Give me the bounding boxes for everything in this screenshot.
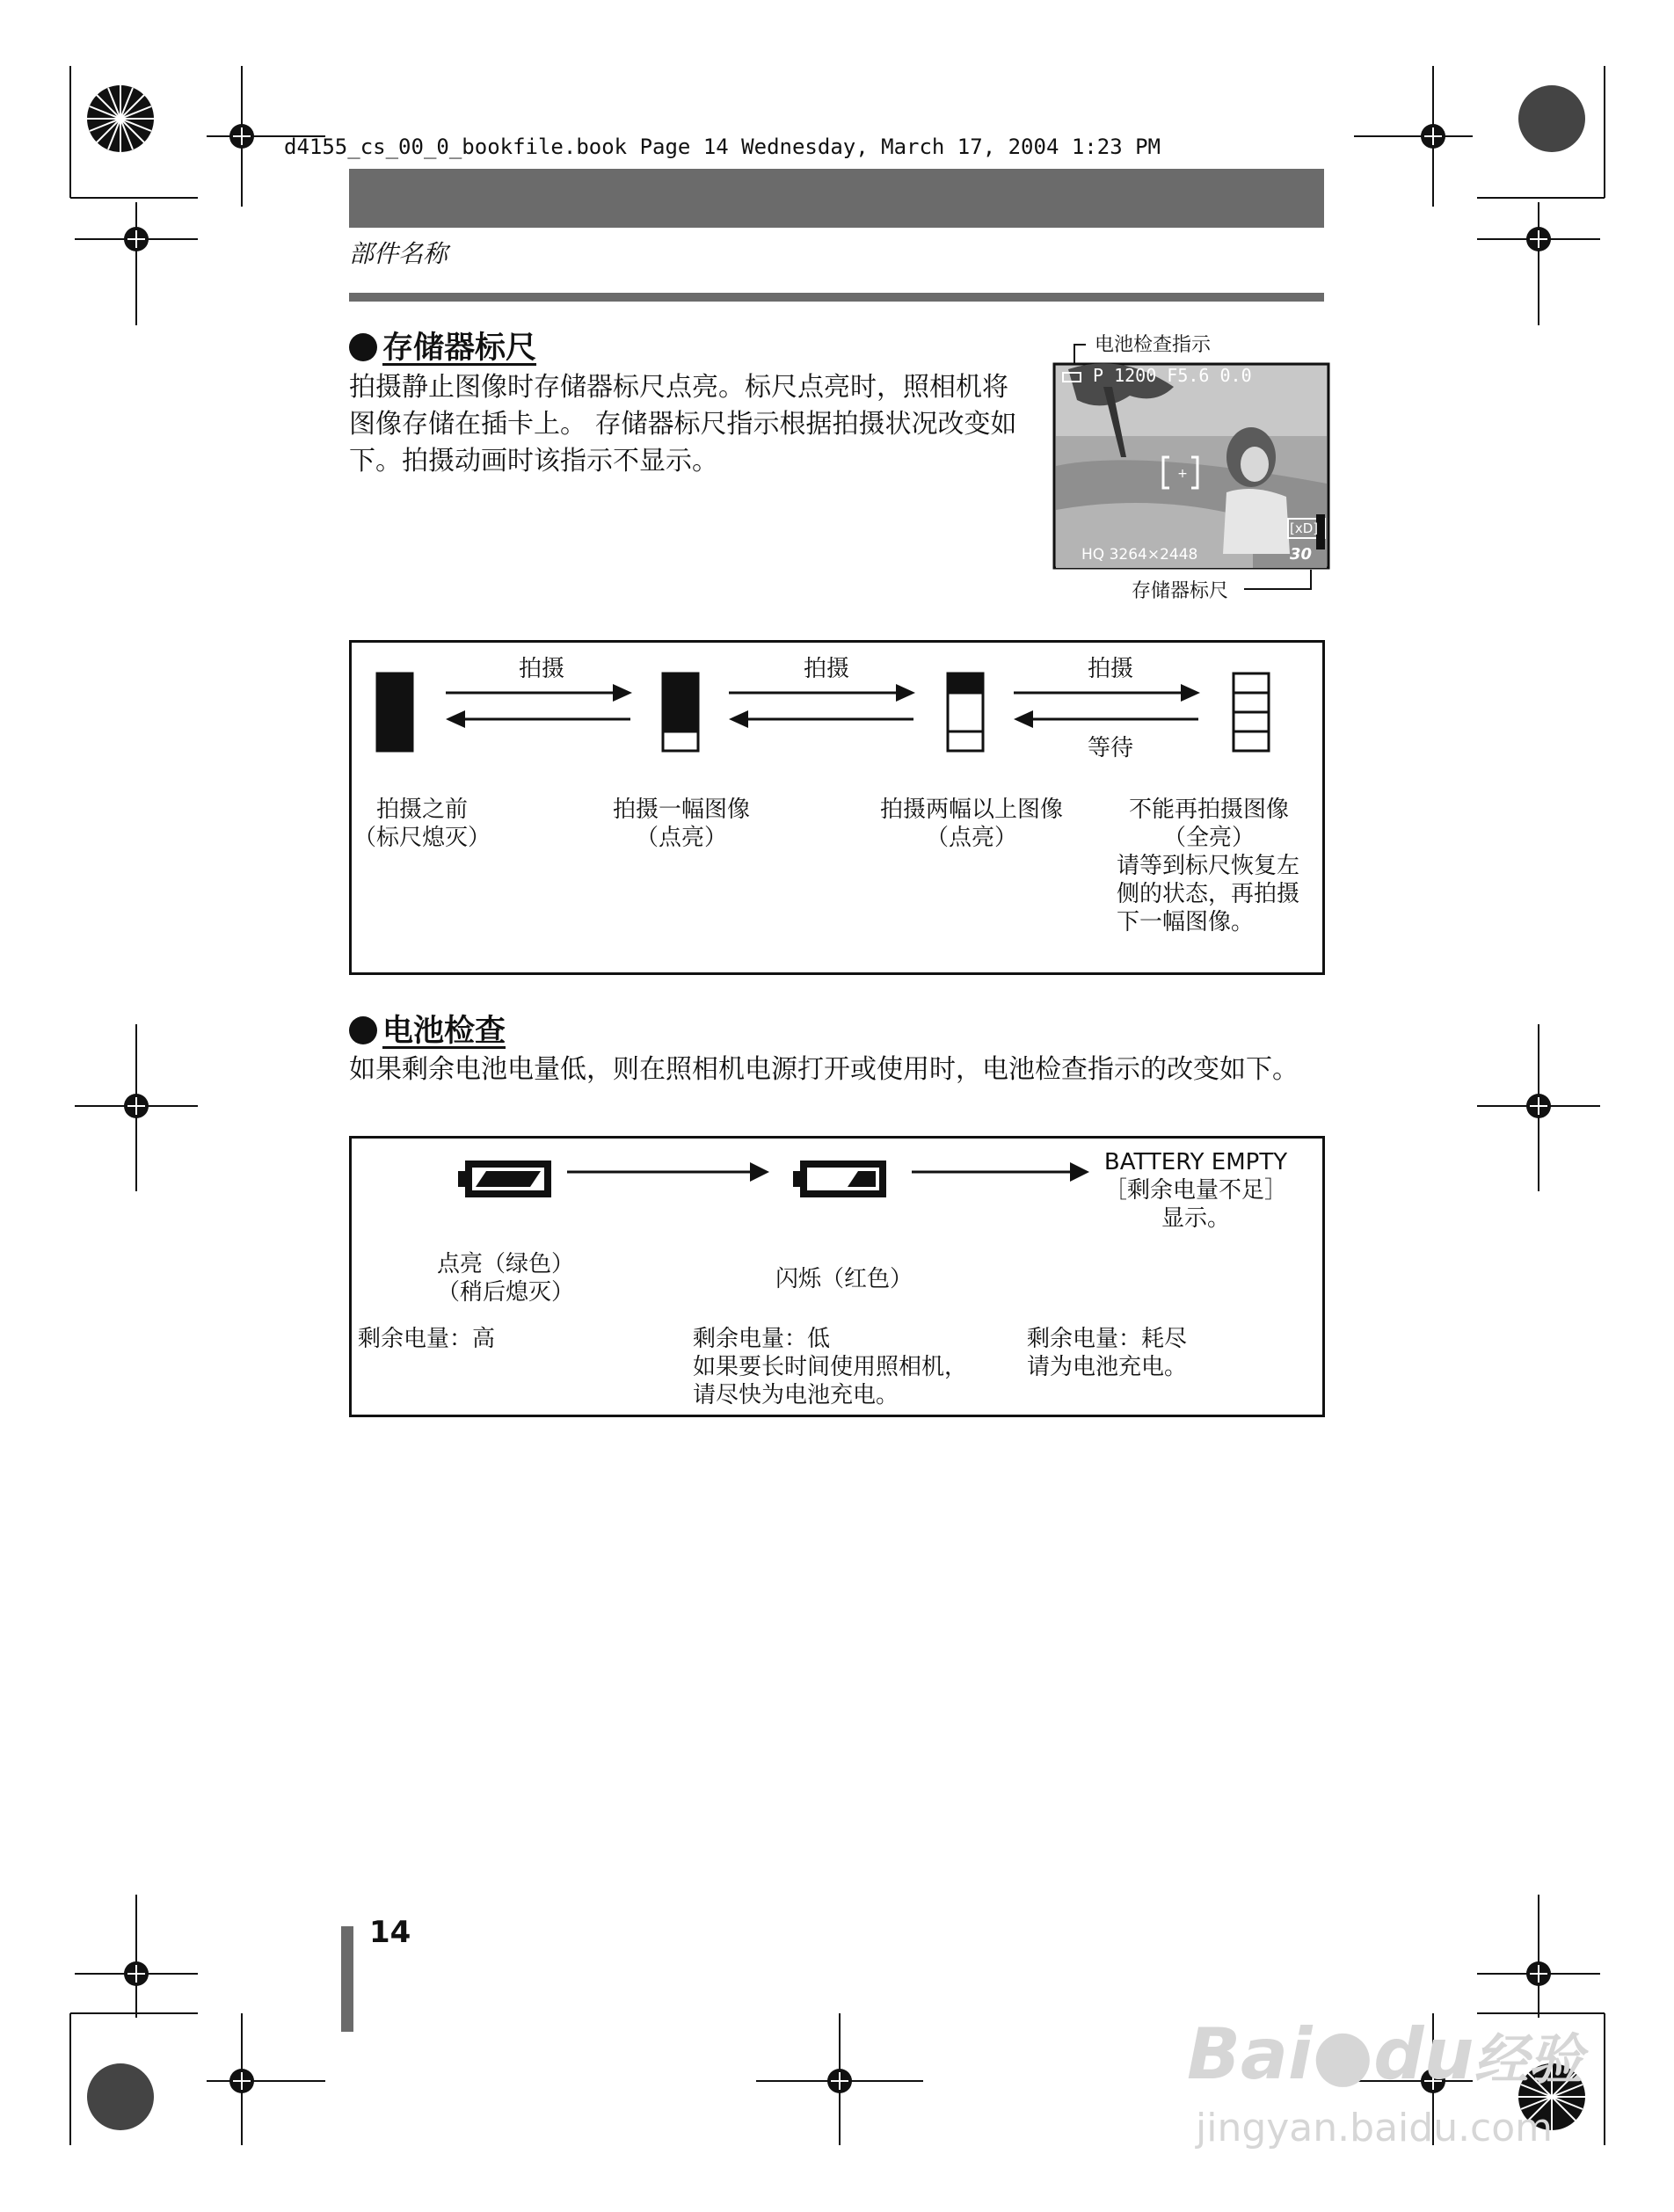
memory-gauge-callout: 存储器标尺 [1132, 580, 1229, 602]
state-full-note-line2: 侧的状态，再拍摄 [1117, 881, 1300, 907]
battery-level-low-line3: 请尽快为电池充电。 [693, 1382, 899, 1408]
memory-gauge-paragraph: 拍摄静止图像时存储器标尺点亮。标尺点亮时，照相机将图像存储在插卡上。 存储器标尺指示根据拍摄状况改变如下。拍摄动画时该指示不显示。 [349, 372, 1017, 477]
battery-state2-caption: 闪烁（红色） [775, 1266, 913, 1292]
battery-check-paragraph: 如果剩余电池电量低，则在照相机电源打开或使用时，电池检查指示的改变如下。 [349, 1054, 1299, 1085]
gauge-state-two [948, 673, 983, 751]
state-two-line1: 拍摄两幅以上图像 [879, 797, 1063, 823]
battery-empty-shown: 显示。 [1161, 1205, 1230, 1232]
state-full-note-line3: 下一幅图像。 [1117, 909, 1255, 935]
state-one-caption [567, 796, 796, 852]
state-full-note-line1: 请等到标尺恢复左 [1117, 853, 1300, 879]
book-header-info: d4155_cs_00_0_bookfile.book Page 14 Wednesday, March 17, 2004 1:23 PM [284, 135, 1161, 159]
watermark-cn: 经验 [1474, 2027, 1583, 2092]
state-full-note [1117, 852, 1299, 936]
state-before-line2: （标尺熄灭） [353, 825, 491, 851]
arrow-label-1: 拍摄 [518, 656, 564, 682]
arrow-label-2: 拍摄 [803, 656, 849, 682]
arrow-label-3: 拍摄 [1087, 656, 1133, 682]
state-before-line1: 拍摄之前 [375, 797, 468, 823]
state-two-caption [844, 796, 1099, 852]
state-before-caption [317, 796, 528, 852]
battery-state1-caption [404, 1250, 607, 1306]
lcd-quality-info: HQ 3264×2448 [1081, 546, 1198, 564]
state-full-line1: 不能再拍摄图像 [1128, 797, 1289, 823]
battery-level-empty-line1: 剩余电量：耗尽 [1027, 1326, 1188, 1352]
bullet-icon [349, 1016, 377, 1044]
state-full-line2: （全亮） [1162, 825, 1255, 851]
battery-check-callout: 电池检查指示 [1095, 334, 1212, 356]
svg-text:+: + [1177, 467, 1188, 481]
watermark-brand [1187, 2013, 1583, 2095]
watermark-brand-du: du [1373, 2013, 1474, 2095]
battery-empty-title: BATTERY EMPTY [1103, 1149, 1288, 1175]
gauge-state-off [377, 673, 412, 751]
battery-empty-message [1090, 1148, 1301, 1233]
lcd-top-info: P 1200 F5.6 0.0 [1093, 365, 1252, 386]
camera-lcd-illustration [1051, 334, 1332, 611]
battery-state1-line1: 点亮（绿色） [436, 1251, 574, 1277]
watermark-brand-bai: Bai [1187, 2013, 1313, 2095]
page-number-bar [341, 1926, 353, 2032]
page-number: 14 [369, 1915, 411, 1950]
battery-check-heading-text: 电池检查 [382, 1014, 506, 1049]
state-two-line2: （点亮） [925, 825, 1017, 851]
battery-level-low [693, 1325, 967, 1409]
section-divider [349, 293, 1324, 302]
state-one-line2: （点亮） [635, 825, 727, 851]
battery-level-empty [1027, 1325, 1187, 1381]
watermark-url: jingyan.baidu.com [1196, 2106, 1554, 2150]
section-banner [349, 169, 1324, 228]
battery-state1-line2: （稍后熄灭） [436, 1279, 574, 1306]
state-full-caption [1103, 796, 1314, 852]
lcd-shot-count: 30 [1290, 545, 1313, 564]
gauge-state-full [1234, 673, 1269, 751]
wait-label: 等待 [1087, 735, 1133, 761]
battery-full-icon [458, 1161, 551, 1197]
battery-level-low-line2: 如果要长时间使用照相机， [693, 1354, 968, 1380]
lcd-card-icon: [xD] [1290, 520, 1319, 536]
gauge-state-one [663, 673, 698, 751]
battery-low-icon [793, 1161, 886, 1197]
bullet-icon [349, 333, 377, 361]
battery-level-high: 剩余电量：高 [358, 1326, 496, 1352]
battery-empty-sub: ［剩余电量不足］ [1103, 1177, 1287, 1204]
memory-gauge-heading-text: 存储器标尺 [382, 331, 537, 366]
battery-level-empty-line2: 请为电池充电。 [1027, 1354, 1188, 1380]
section-title: 部件名称 [349, 239, 448, 268]
battery-check-heading [349, 1007, 506, 1051]
memory-gauge-heading [349, 324, 536, 367]
paw-icon: ● [1312, 2013, 1374, 2095]
battery-level-low-line1: 剩余电量：低 [693, 1326, 831, 1352]
state-one-line1: 拍摄一幅图像 [612, 797, 750, 823]
